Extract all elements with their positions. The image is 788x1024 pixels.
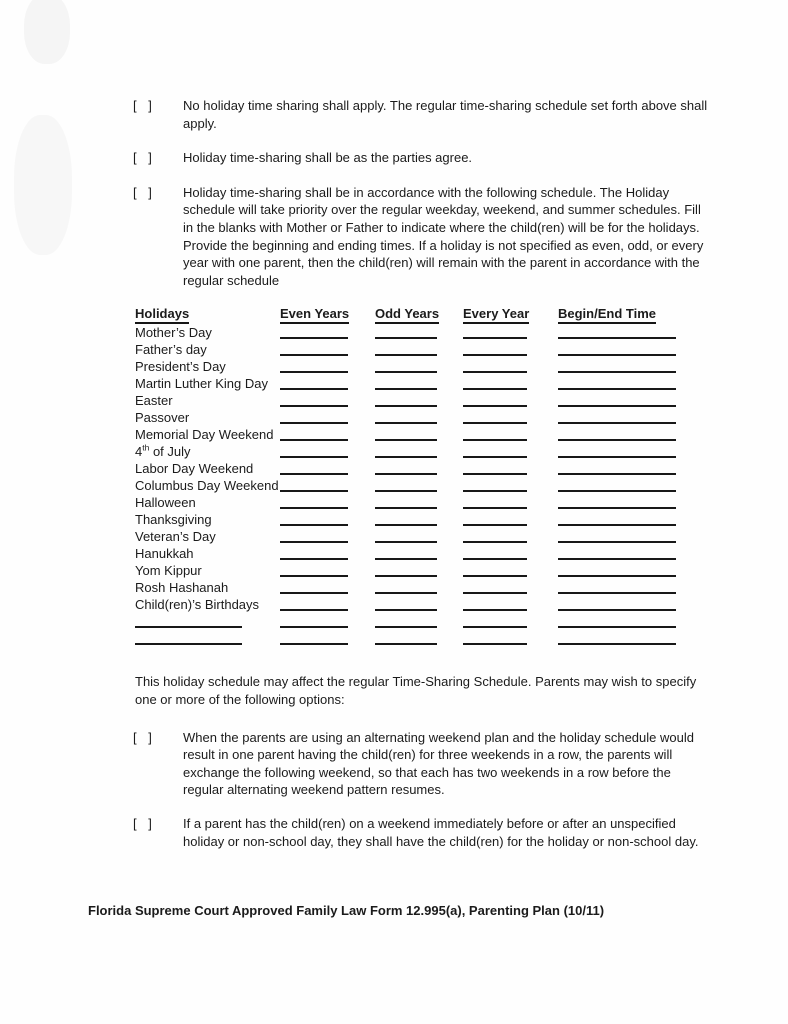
every-year-blank[interactable] xyxy=(463,426,527,441)
header-odd-years: Odd Years xyxy=(375,306,463,323)
every-year-blank[interactable] xyxy=(463,596,527,611)
holiday-name: Columbus Day Weekend xyxy=(135,478,279,494)
scan-smudge xyxy=(14,115,72,255)
table-row xyxy=(135,341,679,358)
table-row xyxy=(135,494,679,511)
begin-end-time-blank[interactable] xyxy=(558,579,676,594)
odd-years-blank[interactable] xyxy=(375,358,437,373)
every-year-blank[interactable] xyxy=(463,409,527,424)
even-years-blank[interactable] xyxy=(280,596,348,611)
odd-years-blank[interactable] xyxy=(375,409,437,424)
holiday-schedule-table xyxy=(135,306,679,647)
even-years-blank[interactable] xyxy=(280,579,348,594)
table-row xyxy=(135,324,679,341)
holiday-name: Thanksgiving xyxy=(135,512,212,528)
even-years-blank[interactable] xyxy=(280,460,348,475)
after-table-intro: This holiday schedule may affect the regular Time-Sharing Schedule. Parents may wish to specify one or more of the following options: xyxy=(135,674,697,707)
every-year-blank[interactable] xyxy=(463,358,527,373)
odd-years-blank[interactable] xyxy=(375,630,437,645)
odd-years-blank[interactable] xyxy=(375,528,437,543)
every-year-blank[interactable] xyxy=(463,579,527,594)
begin-end-time-blank[interactable] xyxy=(558,460,676,475)
option-holiday-schedule-text: Holiday time-sharing shall be in accordance with the following schedule. The Holiday schedule will take priority over the regular weekday, weekend, and summer schedules. Fill in the blanks with Mother or Father to indicate where the child(ren) will be for the holidays. Provide the beginning and ending times. If a holiday is not specified as even, odd, or every year with one parent, then the child(ren) will remain with the parent in accordance with the regular schedule xyxy=(183,184,704,288)
option-as-parties-agree xyxy=(133,149,713,167)
holiday-name: Labor Day Weekend xyxy=(135,461,254,477)
even-years-blank[interactable] xyxy=(280,613,348,628)
holiday-name: Hanukkah xyxy=(135,546,194,562)
option-no-holiday-sharing-text: No holiday time sharing shall apply. The regular time-sharing schedule set forth above shall apply. xyxy=(183,98,708,131)
odd-years-blank[interactable] xyxy=(375,392,437,407)
holiday-name: Father’s day xyxy=(135,342,207,358)
option-adjacent-holiday xyxy=(133,815,713,850)
even-years-blank[interactable] xyxy=(280,562,348,577)
even-years-blank[interactable] xyxy=(280,528,348,543)
checkbox-holiday-schedule[interactable]: [ ] xyxy=(133,184,153,200)
table-row xyxy=(135,358,679,375)
every-year-blank[interactable] xyxy=(463,392,527,407)
even-years-blank[interactable] xyxy=(280,375,348,390)
header-begin-end-time: Begin/End Time xyxy=(558,306,676,323)
begin-end-time-blank[interactable] xyxy=(558,613,676,628)
every-year-blank[interactable] xyxy=(463,511,527,526)
table-row xyxy=(135,460,679,477)
odd-years-blank[interactable] xyxy=(375,579,437,594)
odd-years-blank[interactable] xyxy=(375,562,437,577)
table-row xyxy=(135,392,679,409)
begin-end-time-blank[interactable] xyxy=(558,426,676,441)
holiday-name xyxy=(135,630,280,647)
begin-end-time-blank[interactable] xyxy=(558,545,676,560)
table-row xyxy=(135,613,679,630)
table-row xyxy=(135,409,679,426)
even-years-blank[interactable] xyxy=(280,511,348,526)
every-year-blank[interactable] xyxy=(463,477,527,492)
begin-end-time-blank[interactable] xyxy=(558,562,676,577)
begin-end-time-blank[interactable] xyxy=(558,341,676,356)
every-year-blank[interactable] xyxy=(463,545,527,560)
every-year-blank[interactable] xyxy=(463,494,527,509)
every-year-blank[interactable] xyxy=(463,375,527,390)
table-row xyxy=(135,528,679,545)
odd-years-blank[interactable] xyxy=(375,324,437,339)
table-row xyxy=(135,630,679,647)
begin-end-time-blank[interactable] xyxy=(558,324,676,339)
table-row xyxy=(135,545,679,562)
even-years-blank[interactable] xyxy=(280,477,348,492)
even-years-blank[interactable] xyxy=(280,426,348,441)
option-alternating-weekend-exchange-text: When the parents are using an alternating weekend plan and the holiday schedule would result in one parent having the child(ren) for three weekends in a row, the parents will exchange the following weekend, so that each has two weekends in a row before the regular alternating weekend pattern resumes. xyxy=(183,729,694,798)
even-years-blank[interactable] xyxy=(280,358,348,373)
holiday-name: Veteran’s Day xyxy=(135,529,216,545)
table-row xyxy=(135,375,679,392)
option-adjacent-holiday-text: If a parent has the child(ren) on a weekend immediately before or after an unspecified holiday or non-school day, they shall have the child(ren) for the holiday or non-school day. xyxy=(183,815,699,849)
begin-end-time-blank[interactable] xyxy=(558,392,676,407)
begin-end-time-blank[interactable] xyxy=(558,443,676,458)
even-years-blank[interactable] xyxy=(280,545,348,560)
table-row xyxy=(135,579,679,596)
form-footer: Florida Supreme Court Approved Family Law Form 12.995(a), Parenting Plan (10/11) xyxy=(88,903,605,918)
table-row xyxy=(135,562,679,579)
every-year-blank[interactable] xyxy=(463,562,527,577)
scan-smudge xyxy=(24,0,70,64)
even-years-blank[interactable] xyxy=(280,630,348,645)
checkbox-alternating-weekend-exchange[interactable]: [ ] xyxy=(133,729,153,745)
even-years-blank[interactable] xyxy=(280,494,348,509)
holiday-name: Mother’s Day xyxy=(135,325,212,341)
odd-years-blank[interactable] xyxy=(375,494,437,509)
holiday-name: Child(ren)’s Birthdays xyxy=(135,597,260,613)
holiday-name: Passover xyxy=(135,410,190,426)
every-year-blank[interactable] xyxy=(463,324,527,339)
checkbox-as-parties-agree[interactable]: [ ] xyxy=(133,150,153,166)
table-row xyxy=(135,511,679,528)
even-years-blank[interactable] xyxy=(280,392,348,407)
option-as-parties-agree-text: Holiday time-sharing shall be as the parties agree. xyxy=(183,150,473,166)
header-holidays: Holidays xyxy=(135,306,280,323)
table-row xyxy=(135,443,679,460)
every-year-blank[interactable] xyxy=(463,341,527,356)
header-every-year: Every Year xyxy=(463,306,558,323)
holiday-name: President’s Day xyxy=(135,359,226,375)
holiday-name: Yom Kippur xyxy=(135,563,202,579)
begin-end-time-blank[interactable] xyxy=(558,375,676,390)
holiday-name: Martin Luther King Day xyxy=(135,376,268,392)
checkbox-no-holiday-sharing[interactable]: [ ] xyxy=(133,98,153,113)
every-year-blank[interactable] xyxy=(463,460,527,475)
odd-years-blank[interactable] xyxy=(375,375,437,390)
every-year-blank[interactable] xyxy=(463,630,527,645)
table-row xyxy=(135,596,679,613)
every-year-blank[interactable] xyxy=(463,443,527,458)
even-years-blank[interactable] xyxy=(280,324,348,339)
header-even-years: Even Years xyxy=(280,306,375,323)
holiday-name: Halloween xyxy=(135,495,196,511)
holiday-name: Memorial Day Weekend xyxy=(135,427,274,443)
even-years-blank[interactable] xyxy=(280,341,348,356)
holiday-option-list xyxy=(133,97,713,289)
option-alternating-weekend-exchange xyxy=(133,729,713,799)
every-year-blank[interactable] xyxy=(463,613,527,628)
odd-years-blank[interactable] xyxy=(375,613,437,628)
odd-years-blank[interactable] xyxy=(375,596,437,611)
table-header-row xyxy=(135,306,679,323)
odd-years-blank[interactable] xyxy=(375,426,437,441)
holiday-name: Easter xyxy=(135,393,173,409)
begin-end-time-blank[interactable] xyxy=(558,409,676,424)
begin-end-time-blank[interactable] xyxy=(558,477,676,492)
odd-years-blank[interactable] xyxy=(375,443,437,458)
page-content xyxy=(133,97,713,866)
option-no-holiday-sharing xyxy=(133,97,713,132)
option-holiday-schedule xyxy=(133,184,713,290)
table-row xyxy=(135,477,679,494)
even-years-blank[interactable] xyxy=(280,443,348,458)
checkbox-adjacent-holiday[interactable]: [ ] xyxy=(133,815,153,831)
begin-end-time-blank[interactable] xyxy=(558,358,676,373)
begin-end-time-blank[interactable] xyxy=(558,528,676,543)
holiday-name-blank[interactable] xyxy=(135,630,242,645)
begin-end-time-blank[interactable] xyxy=(558,596,676,611)
every-year-blank[interactable] xyxy=(463,528,527,543)
odd-years-blank[interactable] xyxy=(375,477,437,492)
holiday-name: 4th of July xyxy=(135,443,191,460)
table-row xyxy=(135,426,679,443)
begin-end-time-blank[interactable] xyxy=(558,494,676,509)
odd-years-blank[interactable] xyxy=(375,460,437,475)
begin-end-time-blank[interactable] xyxy=(558,630,676,645)
additional-option-list xyxy=(133,729,713,851)
holiday-name-blank[interactable] xyxy=(135,613,242,628)
holiday-name xyxy=(135,613,280,630)
holiday-name: Rosh Hashanah xyxy=(135,580,229,596)
even-years-blank[interactable] xyxy=(280,409,348,424)
odd-years-blank[interactable] xyxy=(375,341,437,356)
odd-years-blank[interactable] xyxy=(375,511,437,526)
holiday-rows xyxy=(135,324,679,647)
odd-years-blank[interactable] xyxy=(375,545,437,560)
begin-end-time-blank[interactable] xyxy=(558,511,676,526)
